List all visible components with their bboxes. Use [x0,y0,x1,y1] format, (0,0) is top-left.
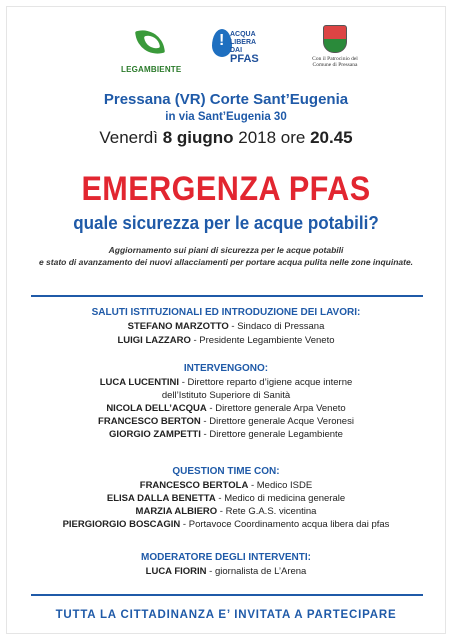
event-street: in via Sant’Eugenia 30 [165,111,287,123]
speaker-role: - Direttore generale Legambiente [200,429,343,440]
poster [6,6,446,634]
speaker-name: ELISA DALLA BENETTA [106,493,216,504]
section-saluti [7,307,445,346]
speaker-role: dell’Istituto Superiore di Sanità [161,390,291,401]
speaker-name: FRANCESCO BERTOLA [139,480,249,491]
water-drop-icon [212,29,232,57]
speaker-line [7,321,445,332]
divider-top [31,295,423,297]
pfas-logo-line2: LIBERA DAI [230,39,256,54]
speaker-name: LUCA FIORIN [145,566,207,577]
speaker-line [7,429,445,440]
date-year: 2018 ore [233,128,311,147]
speaker-line [7,390,445,401]
patrocinio-caption: Con il Patrocinio del Comune di Pressana [312,56,358,68]
description-line2: e stato di avanzamento dei nuovi allacciamenti per portare acqua pulita nelle zone inquinate. [38,257,414,267]
date-prefix: Venerdì [99,128,163,147]
speaker-line [7,416,445,427]
speaker-role: - Rete G.A.S. vicentina [217,506,317,517]
legambiente-name: LEGAMBIENTE [121,65,182,74]
section-intervengono [7,363,445,440]
speaker-role: - Direttore generale Arpa Veneto [206,403,346,414]
speaker-name: MARZIA ALBIERO [135,506,218,517]
pfas-logo-line3: PFAS [230,53,259,65]
section-title: MODERATORE DEGLI INTERVENTI: [140,552,311,563]
section-title: QUESTION TIME CON: [172,466,280,477]
speaker-name: NICOLA DELL’ACQUA [106,403,207,414]
speaker-name: GIORGIO ZAMPETTI [109,429,201,440]
section-title: INTERVENGONO: [183,363,269,374]
speaker-line [7,506,445,517]
speaker-role: - Medico di medicina generale [215,493,346,504]
speaker-line [7,566,445,577]
speaker-role: - Portavoce Coordinamento acqua libera dai pfas [180,519,390,530]
coat-of-arms-icon [323,25,347,53]
event-date [7,128,445,148]
speaker-line [7,480,445,491]
section-moderatore [7,552,445,577]
section-title: SALUTI ISTITUZIONALI ED INTRODUZIONE DEI LAVORI: [91,307,361,318]
footer-invitation: TUTTA LA CITTADINANZA E’ INVITATA A PARTECIPARE [55,609,397,621]
divider-bottom [31,594,423,596]
speaker-line [7,403,445,414]
date-day: 8 giugno [162,128,234,147]
speaker-name: STEFANO MARZOTTO [127,321,229,332]
speaker-role: - giornalista de L’Arena [206,566,307,577]
legambiente-logo [121,25,181,74]
speaker-line [7,493,445,504]
speaker-line [7,519,445,530]
acqua-libera-pfas-logo [212,25,266,67]
logo-bar [7,25,445,89]
event-place: Pressana (VR) Corte Sant’Eugenia [103,91,349,108]
speaker-role: - Direttore generale Acque Veronesi [200,416,354,427]
pfas-logo-text [230,31,268,63]
comune-logo [303,25,367,68]
speaker-name: FRANCESCO BERTON [98,416,201,427]
speaker-line [7,377,445,388]
speaker-role: - Sindaco di Pressana [228,321,325,332]
description-line1: Aggiornamento sui piani di sicurezza per le acque potabili [108,245,344,255]
speaker-role: - Presidente Legambiente Veneto [190,335,335,346]
date-time: 20.45 [310,128,353,147]
pfas-logo-line1: ACQUA [230,31,256,38]
speaker-name: PIERGIORGIO BOSCAGIN [62,519,181,530]
speaker-name: LUIGI LAZZARO [117,335,191,346]
headline: EMERGENZA PFAS [81,170,371,208]
subheadline: quale sicurezza per le acque potabili? [73,212,379,233]
speaker-line [7,335,445,346]
speaker-role: - Medico ISDE [248,480,313,491]
leaf-icon [133,25,169,61]
description [7,244,445,268]
section-question-time [7,466,445,530]
speaker-name: LUCA LUCENTINI [99,377,180,388]
speaker-role: - Direttore reparto d’igiene acque interne [179,377,353,388]
